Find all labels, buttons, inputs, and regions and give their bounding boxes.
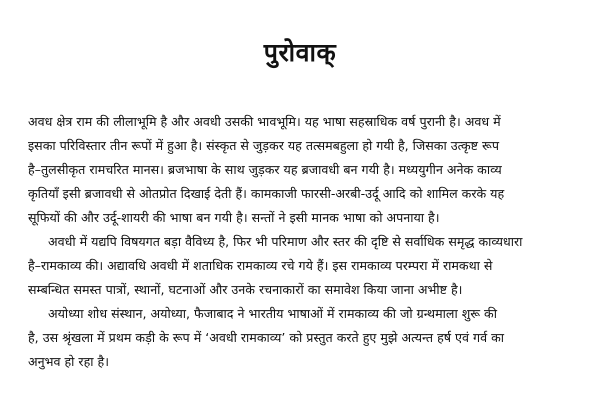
- paragraph-2-line-3: सम्बन्धित समस्त पात्रों, स्थानों, घटनाओं और उनके रचनाकारों का समावेश किया जाना अभीष्ट है।: [28, 282, 463, 297]
- paragraph-1-line-4: कृतियाँ इसी ब्रजावधी से ओतप्रोत दिखाई देती हैं। कामकाजी फारसी-अरबी-उर्दू आदि को शामिल करके यह: [28, 186, 505, 201]
- paragraph-2-line-1: अवधी में यद्यपि विषयगत बड़ा वैविध्य है, फिर भी परिमाण और स्तर की दृष्टि से सर्वाधिक समृद्ध काव्यधारा: [48, 234, 523, 249]
- paragraph-2-line-2: है–रामकाव्य की। अद्यावधि अवधी में शताधिक रामकाव्य रचे गये हैं। इस रामकाव्य परम्परा में रामकथा से: [28, 258, 493, 273]
- paragraph-3-line-2: है, उस श्रृंखला में प्रथम कड़ी के रूप में ‘अवधी रामकाव्य’ को प्रस्तुत करते हुए मुझे अत्यन्त हर्ष एवं गर्व का: [28, 330, 505, 345]
- page-title: पुरोवाक्: [263, 38, 337, 67]
- paragraph-1-line-2: इसका परिविस्तार तीन रूपों में हुआ है। संस्कृत से जुड़कर यह तत्समबहुला हो गयी है, जिसका उत्कृष्ट रूप: [28, 138, 499, 153]
- body-text: [28, 110, 576, 374]
- paragraph-3-line-3: अनुभव हो रहा है।: [28, 354, 109, 369]
- paragraph-1-line-5: सूफियों की और उर्दू-शायरी की भाषा बन गयी है। सन्तों ने इसी मानक भाषा को अपनाया है।: [28, 210, 440, 225]
- paragraph-3-line-1: अयोध्या शोध संस्थान, अयोध्या, फैजाबाद ने भारतीय भाषाओं में रामकाव्य की जो ग्रन्थमाला शुरू की: [48, 306, 497, 321]
- paragraph-1-line-1: अवध क्षेत्र राम की लीलाभूमि है और अवधी उसकी भावभूमि। यह भाषा सहस्राधिक वर्ष पुरानी है। अवध में: [28, 114, 501, 129]
- paragraph-1-line-3: है–तुलसीकृत रामचरित मानस। ब्रजभाषा के साथ जुड़कर यह ब्रजावधी बन गयी है। मध्ययुगीन अनेक काव्य: [28, 162, 502, 177]
